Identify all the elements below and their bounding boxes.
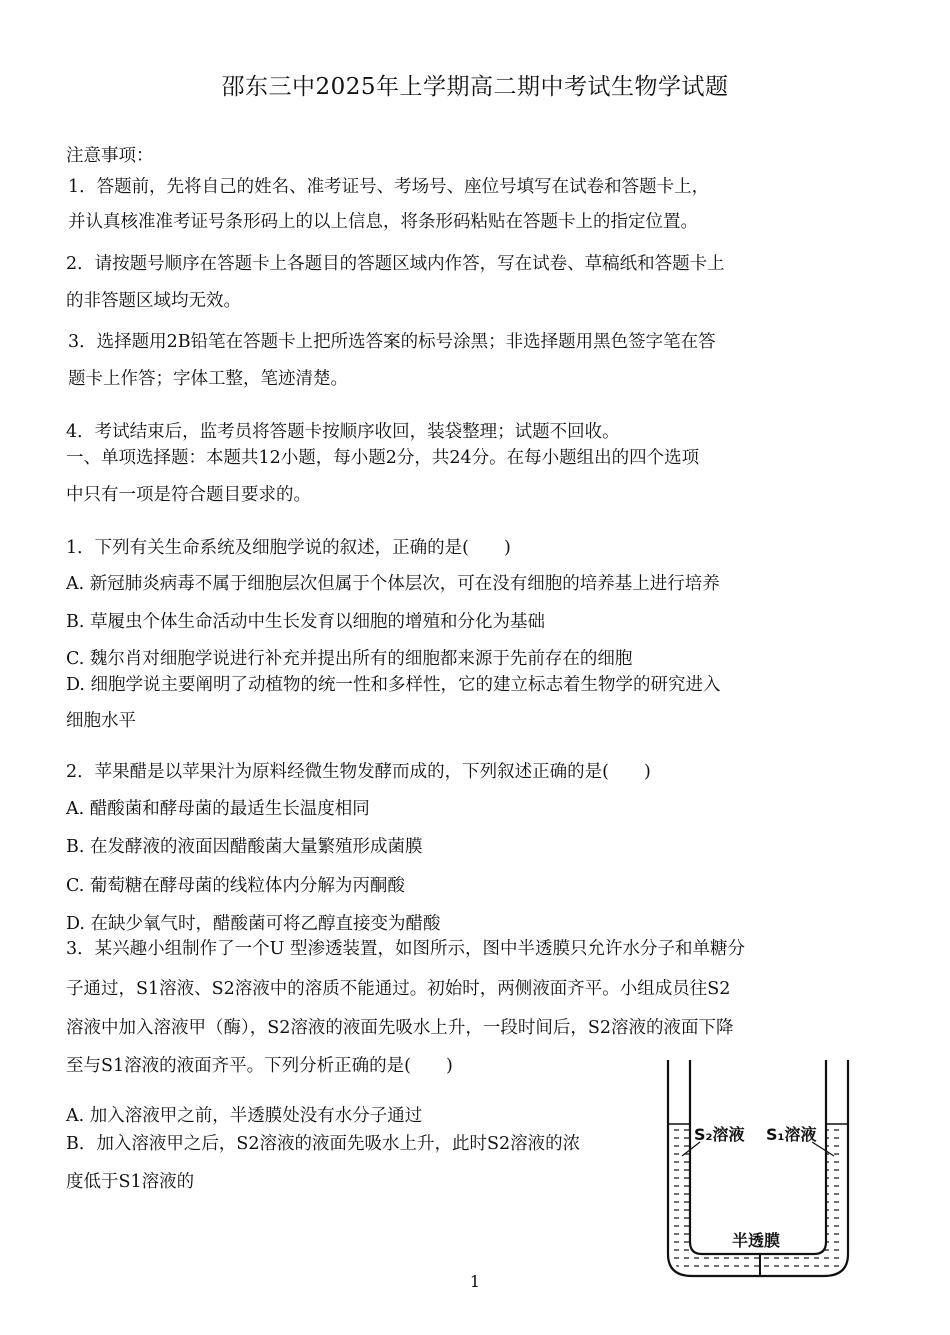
- notice-line: 4．考试结束后，监考员将答题卡按顺序收回，装袋整理；试题不回收。: [66, 422, 620, 442]
- q3-stem: 子通过，S1溶液、S2溶液中的溶质不能通过。初始时，两侧液面齐平。小组成员往S2: [66, 979, 731, 999]
- notice-heading: 注意事项：: [66, 146, 154, 166]
- q3-option-b: B．加入溶液甲之后，S2溶液的液面先吸水上升，此时S2溶液的浓: [66, 1134, 581, 1154]
- notice-line: 1．答题前，先将自己的姓名、准考证号、考场号、座位号填写在试卷和答题卡上，: [68, 177, 710, 197]
- q1-option-b: B. 草履虫个体生命活动中生长发育以细胞的增殖和分化为基础: [66, 612, 545, 632]
- q3-stem: 3．某兴趣小组制作了一个U 型渗透装置，如图所示，图中半透膜只允许水分子和单糖分: [66, 939, 745, 959]
- notice-line: 题卡上作答；字体工整，笔迹清楚。: [68, 369, 348, 389]
- notice-line: 的非答题区域均无效。: [66, 291, 241, 311]
- u-tube-osmosis-figure: [662, 1054, 854, 1282]
- section-heading: 一、单项选择题：本题共12小题，每小题2分，共24分。在每小题组出的四个选项: [66, 448, 700, 468]
- page-title: 邵东三中2025年上学期高二期中考试生物学试题: [221, 74, 729, 100]
- q1-option-d: D. 细胞学说主要阐明了动植物的统一性和多样性，它的建立标志着生物学的研究进入: [66, 675, 721, 695]
- q2-option-a: A. 醋酸菌和酵母菌的最适生长温度相同: [66, 799, 370, 819]
- q1-option-a: A. 新冠肺炎病毒不属于细胞层次但属于个体层次，可在没有细胞的培养基上进行培养: [66, 574, 720, 594]
- q1-stem: 1．下列有关生命系统及细胞学说的叙述，正确的是( ): [66, 538, 511, 558]
- s2-solution-label: S₂溶液: [694, 1125, 745, 1144]
- q2-option-c: C. 葡萄糖在酵母菌的线粒体内分解为丙酮酸: [66, 876, 405, 896]
- s1-solution-label: S₁溶液: [766, 1125, 817, 1144]
- q2-stem: 2．苹果醋是以苹果汁为原料经微生物发酵而成的，下列叙述正确的是( ): [66, 762, 651, 782]
- q2-option-b: B. 在发酵液的液面因醋酸菌大量繁殖形成菌膜: [66, 837, 423, 857]
- q3-option-b-cont: 度低于S1溶液的: [66, 1172, 195, 1192]
- q3-stem: 溶液中加入溶液甲（酶），S2溶液的液面先吸水上升，一段时间后，S2溶液的液面下降: [66, 1018, 734, 1038]
- q1-option-c: C. 魏尔肖对细胞学说进行补充并提出所有的细胞都来源于先前存在的细胞: [66, 649, 633, 669]
- notice-line: 3．选择题用2B铅笔在答题卡上把所选答案的标号涂黑；非选择题用黑色签字笔在答: [68, 332, 716, 352]
- q3-option-a: A. 加入溶液甲之前，半透膜处没有水分子通过: [66, 1106, 423, 1126]
- q2-option-d: D. 在缺少氧气时，醋酸菌可将乙醇直接变为醋酸: [66, 914, 441, 934]
- q1-option-d-cont: 细胞水平: [66, 711, 136, 731]
- section-heading-cont: 中只有一项是符合题目要求的。: [66, 485, 311, 505]
- notice-line: 并认真核准准考证号条形码上的以上信息，将条形码粘贴在答题卡上的指定位置。: [68, 212, 698, 232]
- page-number: 1: [469, 1272, 481, 1291]
- notice-line: 2．请按题号顺序在答题卡上各题目的答题区域内作答，写在试卷、草稿纸和答题卡上: [66, 254, 725, 274]
- membrane-label: 半透膜: [732, 1231, 781, 1250]
- q3-stem: 至与S1溶液的液面齐平。下列分析正确的是( ): [66, 1056, 453, 1076]
